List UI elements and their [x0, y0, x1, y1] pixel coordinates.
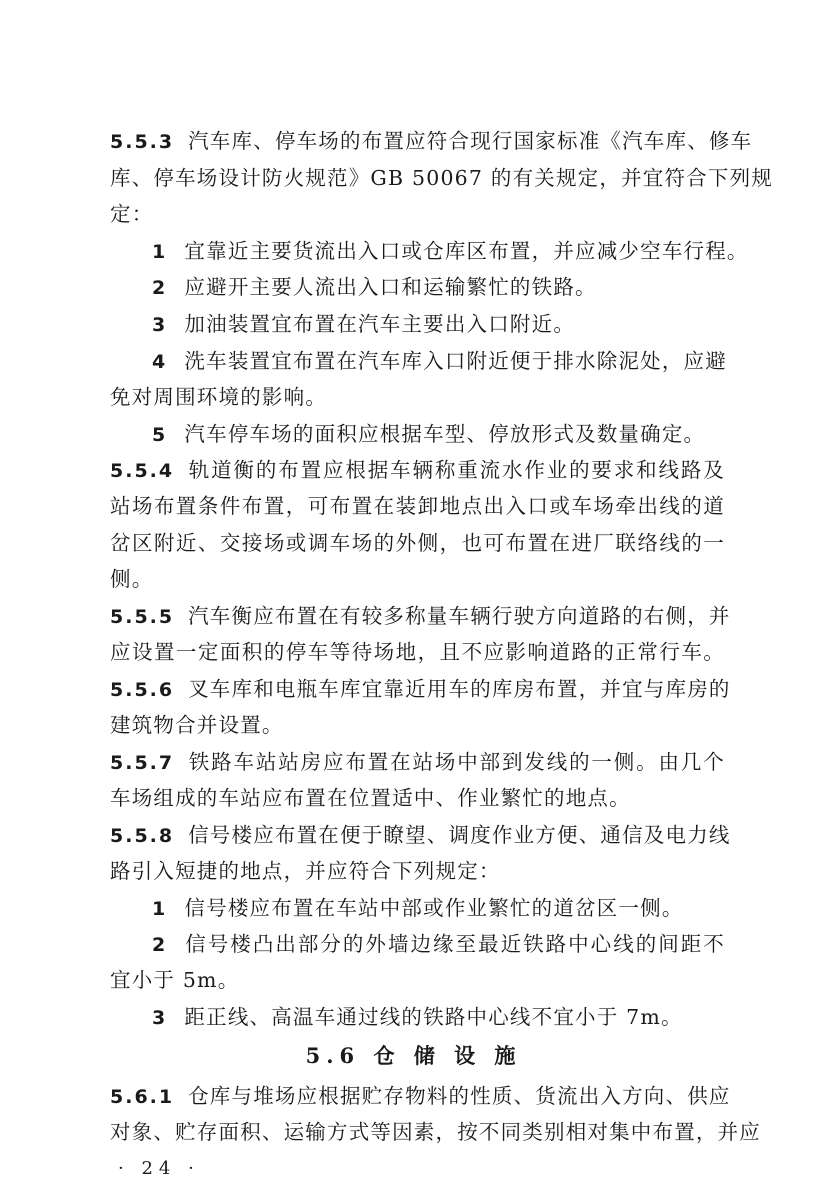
clause-554-line-2: 站场布置条件布置，可布置在装卸地点出入口或车场牵出线的道	[110, 494, 725, 518]
page-number: · 24 ·	[118, 1158, 200, 1179]
item-number: 5	[152, 424, 167, 446]
item-text: 信号楼凸出部分的外墙边缘至最近铁路中心线的间距不	[184, 932, 725, 956]
clause-text: 汽车库、停车场的布置应符合现行国家标准《汽车库、修车	[188, 129, 753, 153]
clause-553-item-2	[152, 273, 725, 302]
clause-553-line-3: 定：	[110, 202, 154, 226]
clause-558-item-2-cont: 宜小于 5m。	[110, 968, 240, 992]
item-text: 加油装置宜布置在汽车主要出入口附近。	[184, 312, 576, 336]
clause-text: 轨道衡的布置应根据车辆称重流水作业的要求和线路及	[188, 458, 725, 482]
clause-553-item-1	[152, 237, 749, 266]
clause-554-line-3: 岔区附近、交接场或调车场的外侧，也可布置在进厂联络线的一	[110, 531, 725, 555]
clause-number: 5.5.5	[110, 606, 175, 628]
clause-553-line-1	[110, 127, 753, 156]
clause-561-line-2: 对象、贮存面积、运输方式等因素，按不同类别相对集中布置，并应	[110, 1120, 761, 1144]
clause-text: 仓库与堆场应根据贮存物料的性质、货流出入方向、供应	[188, 1084, 731, 1108]
item-number: 3	[152, 314, 167, 336]
item-text: 洗车装置宜布置在汽车库入口附近便于排水除泥处，应避	[184, 349, 727, 373]
clause-558-line-2: 路引入短捷的地点，并应符合下列规定：	[110, 859, 501, 883]
clause-number: 5.5.4	[110, 460, 175, 482]
clause-number: 5.5.7	[110, 752, 175, 774]
item-number: 3	[152, 1007, 167, 1029]
clause-554-line-4: 侧。	[110, 567, 154, 591]
clause-text: 铁路车站站房应布置在站场中部到发线的一侧。由几个	[188, 750, 725, 774]
clause-561-line-1	[110, 1082, 731, 1111]
item-number: 2	[152, 277, 167, 299]
clause-number: 5.5.6	[110, 679, 175, 701]
clause-553-item-4-cont: 免对周围环境的影响。	[110, 385, 327, 409]
clause-558-line-1	[110, 821, 731, 850]
clause-text: 信号楼应布置在便于瞭望、调度作业方便、通信及电力线	[188, 823, 731, 847]
item-text: 应避开主要人流出入口和运输繁忙的铁路。	[184, 275, 597, 299]
clause-555-line-2: 应设置一定面积的停车等待场地，且不应影响道路的正常行车。	[110, 640, 725, 664]
clause-text: 叉车库和电瓶车库宜靠近用车的库房布置，并宜与库房的	[188, 677, 731, 701]
section-title: 5.6 仓 储 设 施	[305, 1043, 522, 1068]
item-number: 4	[152, 351, 167, 373]
clause-number: 5.5.3	[110, 131, 175, 153]
clause-557-line-1	[110, 748, 725, 777]
clause-553-item-3	[152, 310, 725, 339]
item-number: 1	[152, 241, 167, 263]
clause-553-item-4	[152, 347, 725, 376]
item-text: 宜靠近主要货流出入口或仓库区布置，并应减少空车行程。	[184, 239, 749, 263]
clause-558-item-3	[152, 1003, 725, 1032]
clause-554-line-1	[110, 456, 725, 485]
clause-557-line-2: 车场组成的车站应布置在位置适中、作业繁忙的地点。	[110, 786, 631, 810]
clause-556-line-1	[110, 675, 731, 704]
item-number: 2	[152, 934, 167, 956]
item-text: 距正线、高温车通过线的铁路中心线不宜小于 7m。	[184, 1005, 683, 1029]
clause-555-line-1	[110, 602, 731, 631]
clause-558-item-2	[152, 930, 725, 959]
item-text: 汽车停车场的面积应根据车型、停放形式及数量确定。	[184, 422, 706, 446]
clause-553-item-5	[152, 420, 725, 449]
item-number: 1	[152, 898, 167, 920]
clause-number: 5.5.8	[110, 825, 175, 847]
clause-556-line-2: 建筑物合并设置。	[110, 713, 284, 737]
clause-number: 5.6.1	[110, 1086, 175, 1108]
clause-558-item-1	[152, 894, 725, 923]
clause-text: 汽车衡应布置在有较多称量车辆行驶方向道路的右侧，并	[188, 604, 731, 628]
clause-553-line-2: 库、停车场设计防火规范》GB 50067 的有关规定，并宜符合下列规	[110, 166, 773, 190]
item-text: 信号楼应布置在车站中部或作业繁忙的道岔区一侧。	[184, 896, 684, 920]
